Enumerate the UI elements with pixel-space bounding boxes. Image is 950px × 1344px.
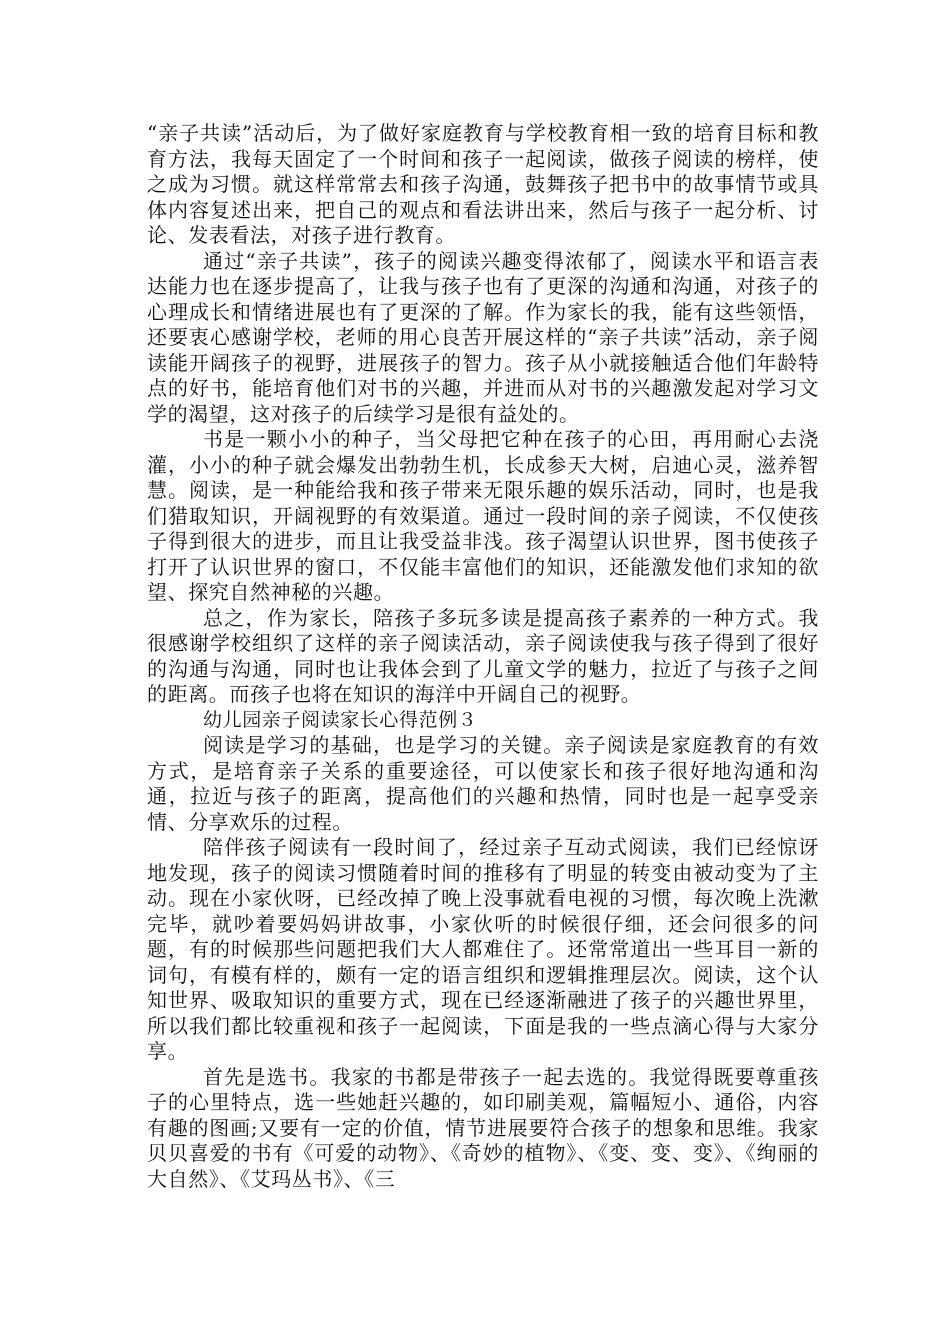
paragraph-continuation: “亲子共读”活动后，为了做好家庭教育与学校教育相一致的培育目标和教育方法，我每天固定了一个时间和孩子一起阅读，做孩子阅读的榜样，使之成为习惯。就这样常常去和孩子沟通，鼓舞孩子把书中的故事情节或具体内容复述出来，把自己的观点和看法讲出来，然后与孩子一起分析、讨论、发表看法，对孩子进行教育。: [147, 121, 819, 247]
paragraph: 阅读是学习的基础，也是学习的关键。亲子阅读是家庭教育的有效方式，是培育亲子关系的重要途径，可以使家长和孩子很好地沟通和沟通，拉近与孩子的距离，提高他们的兴趣和热情，同时也是一起享受亲情、分享欢乐的过程。: [147, 733, 819, 834]
section-heading: 幼儿园亲子阅读家长心得范例３: [203, 708, 478, 731]
paragraph: 总之，作为家长，陪孩子多玩多读是提高孩子素养的一种方式。我很感谢学校组织了这样的亲子阅读活动，亲子阅读使我与孩子得到了很好的沟通与沟通，同时也让我体会到了儿童文学的魅力，拉近了与孩子之间的距离。而孩子也将在知识的海洋中开阔自己的视野。: [147, 605, 819, 706]
paragraph: 首先是选书。我家的书都是带孩子一起去选的。我觉得既要尊重孩子的心里特点，选一些她赶兴趣的，如印刷美观，篇幅短小、通俗，内容有趣的图画;又要有一定的价值，情节进展要符合孩子的想象和思维。我家贝贝喜爱的书有《可爱的动物》、《奇妙的植物》、《变、变、变》、《绚丽的大自然》、《艾玛丛书》、《三: [147, 1064, 819, 1191]
paragraph: 书是一颗小小的种子，当父母把它种在孩子的心田，再用耐心去浇灌，小小的种子就会爆发出勃勃生机，长成参天大树，启迪心灵，滋养智慧。阅读，是一种能给我和孩子带来无限乐趣的娱乐活动，同时，也是我们猎取知识，开阔视野的有效渠道。通过一段时间的亲子阅读，不仅使孩子得到很大的进步，而且让我受益非浅。孩子渴望认识世界，图书使孩子打开了认识世界的窗口，不仅能丰富他们的知识，还能激发他们求知的欲望、探究自然神秘的兴趣。: [147, 427, 819, 604]
document-body: [147, 121, 819, 1192]
paragraph: 通过“亲子共读”，孩子的阅读兴趣变得浓郁了，阅读水平和语言表达能力也在逐步提高了，让我与孩子也有了更深的沟通和沟通，对孩子的心理成长和情绪进展也有了更深的了解。作为家长的我，能有这些领悟，还要衷心感谢学校，老师的用心良苦开展这样的“亲子共读”活动，亲子阅读能开阔孩子的视野，进展孩子的智力。孩子从小就接触适合他们年龄特点的好书，能培育他们对书的兴趣，并进而从对书的兴趣激发起对学习文学的渴望，这对孩子的后续学习是很有益处的。: [147, 248, 819, 426]
paragraph: 陪伴孩子阅读有一段时间了，经过亲子互动式阅读，我们已经惊讶地发现，孩子的阅读习惯随着时间的推移有了明显的转变由被动变为了主动。现在小家伙呀，已经改掉了晚上没事就看电视的习惯，每次晚上洗漱完毕，就吵着要妈妈讲故事，小家伙听的时候很仔细，还会问很多的问题，有的时候那些问题把我们大人都难住了。还常常道出一些耳目一新的词句，有模有样的，颇有一定的语言组织和逻辑推理层次。阅读，这个认知世界、吸取知识的重要方式，现在已经逐渐融进了孩子的兴趣世界里，所以我们都比较重视和孩子一起阅读，下面是我的一些点滴心得与大家分享。: [147, 835, 819, 1063]
